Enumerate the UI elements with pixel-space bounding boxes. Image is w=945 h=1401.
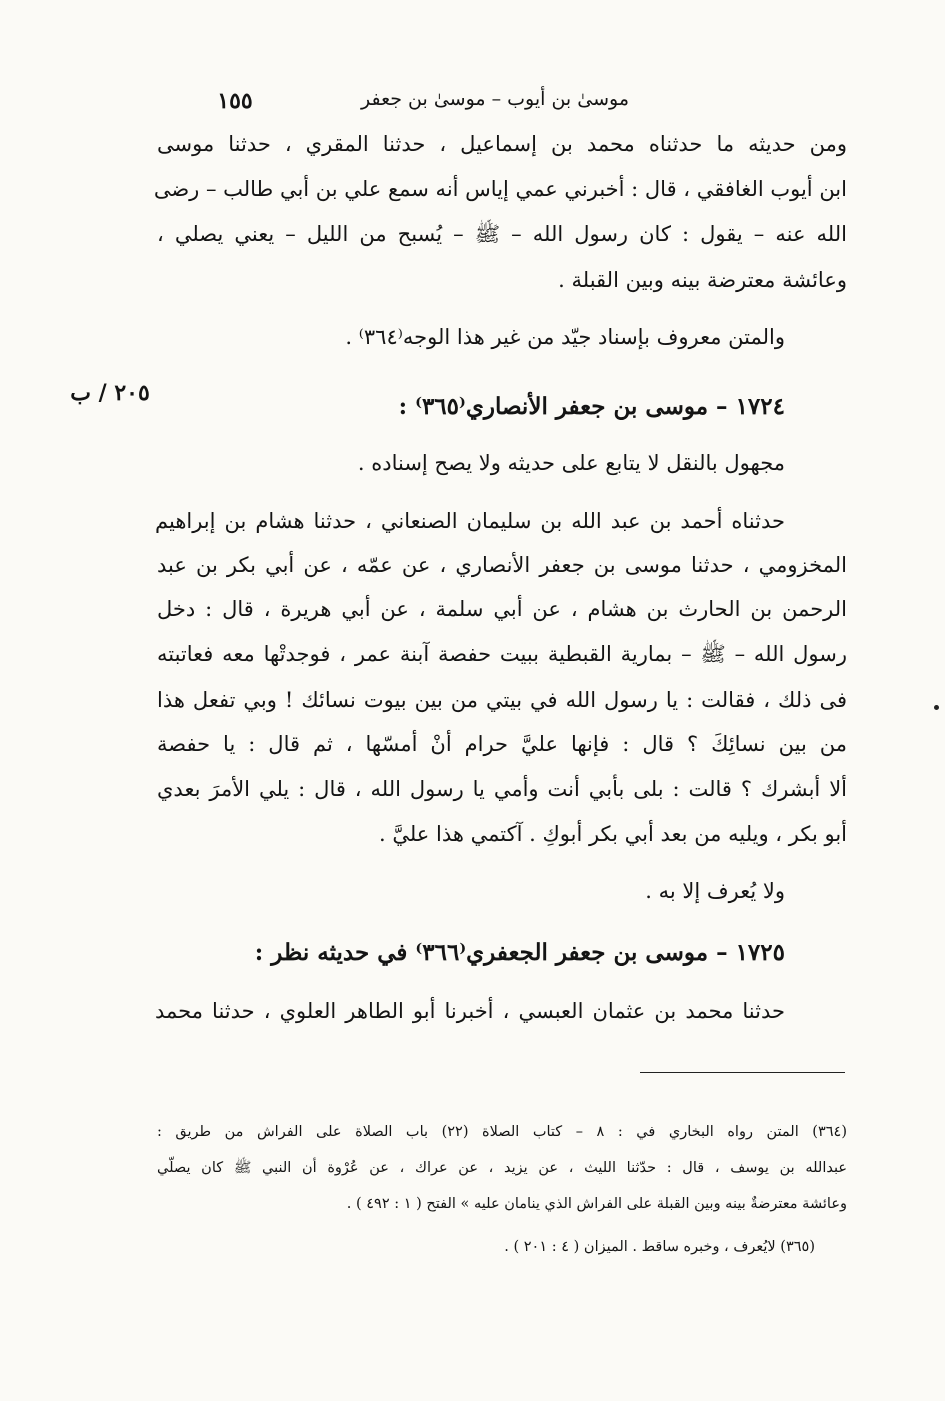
hadith-line-8: أبو بكر ، ويليه من بعد أبي بكر أبوكِ . آكتمي هذا عليَّ . (378, 822, 847, 846)
footnote-separator (640, 1072, 845, 1073)
entry-heading-1725: ١٧٢٥ – موسى بن جعفر الجعفري⁽٣٦٦⁾ في حديثه نظر : (254, 939, 785, 966)
page-number: ١٥٥ (217, 88, 253, 114)
footnote-364-line-3: وعائشة معترضةٌ بينه وبين القبلة على الفراش الذي ينامان عليه » الفتح ( ١ : ٤٩٢ ) . (346, 1196, 847, 1212)
entry-1724-verdict: مجهول بالنقل لا يتابع على حديثه ولا يصح إسناده . (357, 451, 785, 475)
hadith-line-5: فى ذلك ، فقالت : يا رسول الله في بيتي من بين بيوت نسائك ! وبي تفعل هذا (157, 688, 847, 712)
footnote-364-line-2: عبدالله بن يوسف ، قال : حدّثنا الليث ، عن يزيد ، عن عراك ، عن عُرْوة أن النبي ﷺ كان يصلّي (157, 1160, 847, 1176)
intro-line-1: ومن حديثه ما حدثناه محمد بن إسماعيل ، حدثنا المقري ، حدثنا موسى (157, 132, 847, 156)
hadith-line-1: حدثناه أحمد بن عبد الله بن سليمان الصنعاني ، حدثنا هشام بن إبراهيم (155, 509, 785, 533)
entry-1725-text: حدثنا محمد بن عثمان العبسي ، أخبرنا أبو الطاهر العلوي ، حدثنا محمد (155, 999, 785, 1023)
ink-speck (934, 705, 939, 710)
hadith-line-2: المخزومي ، حدثنا موسى بن جعفر الأنصاري ، عن عمّه ، عن أبي بكر بن عبد (157, 553, 847, 577)
entry-1724-remark: ولا يُعرف إلا به . (645, 879, 785, 903)
footnote-364-line-1: (٣٦٤) المتن رواه البخاري في : ٨ – كتاب الصلاة (٢٢) باب الصلاة على الفراش من طريق : (157, 1124, 847, 1140)
intro-remark: والمتن معروف بإسناد جيّد من غير هذا الوجه⁽٣٦٤⁾ . (345, 325, 785, 349)
entry-heading-1724: ١٧٢٤ – موسى بن جعفر الأنصاري⁽٣٦٥⁾ : (398, 393, 785, 420)
running-head (0, 88, 945, 118)
intro-line-4: وعائشة معترضة بينه وبين القبلة . (558, 268, 847, 292)
hadith-line-7: ألا أبشرك ؟ قالت : بلى بأبي أنت وأمي يا رسول الله ، قال : يلي الأمرَ بعدي (157, 777, 847, 801)
manuscript-folio-note: ٢٠٥ / ب (70, 380, 150, 406)
hadith-line-6: من بين نسائِكَ ؟ قال : فإنها عليَّ حرام أنْ أمسّها ، ثم قال : يا حفصة (157, 732, 847, 756)
hadith-line-4: رسول الله – ﷺ – بمارية القبطية ببيت حفصة آبنة عمر ، فوجدتْها معه فعاتبته (157, 642, 847, 666)
intro-line-3: الله عنه – يقول : كان رسول الله – ﷺ – يُسبح من الليل – يعني يصلي ، (157, 222, 847, 246)
hadith-line-3: الرحمن بن الحارث بن هشام ، عن أبي سلمة ، عن أبي هريرة ، قال : دخل (157, 597, 847, 621)
intro-line-2: ابن أيوب الغافقي ، قال : أخبرني عمي إياس أنه سمع علي بن أبي طالب – رضى (153, 177, 847, 201)
running-title: موسىٰ بن أيوب – موسىٰ بن جعفر (360, 88, 629, 110)
footnote-365: (٣٦٥) لايُعرف ، وخبره ساقط . الميزان ( ٤ : ٢٠١ ) . (504, 1239, 815, 1255)
